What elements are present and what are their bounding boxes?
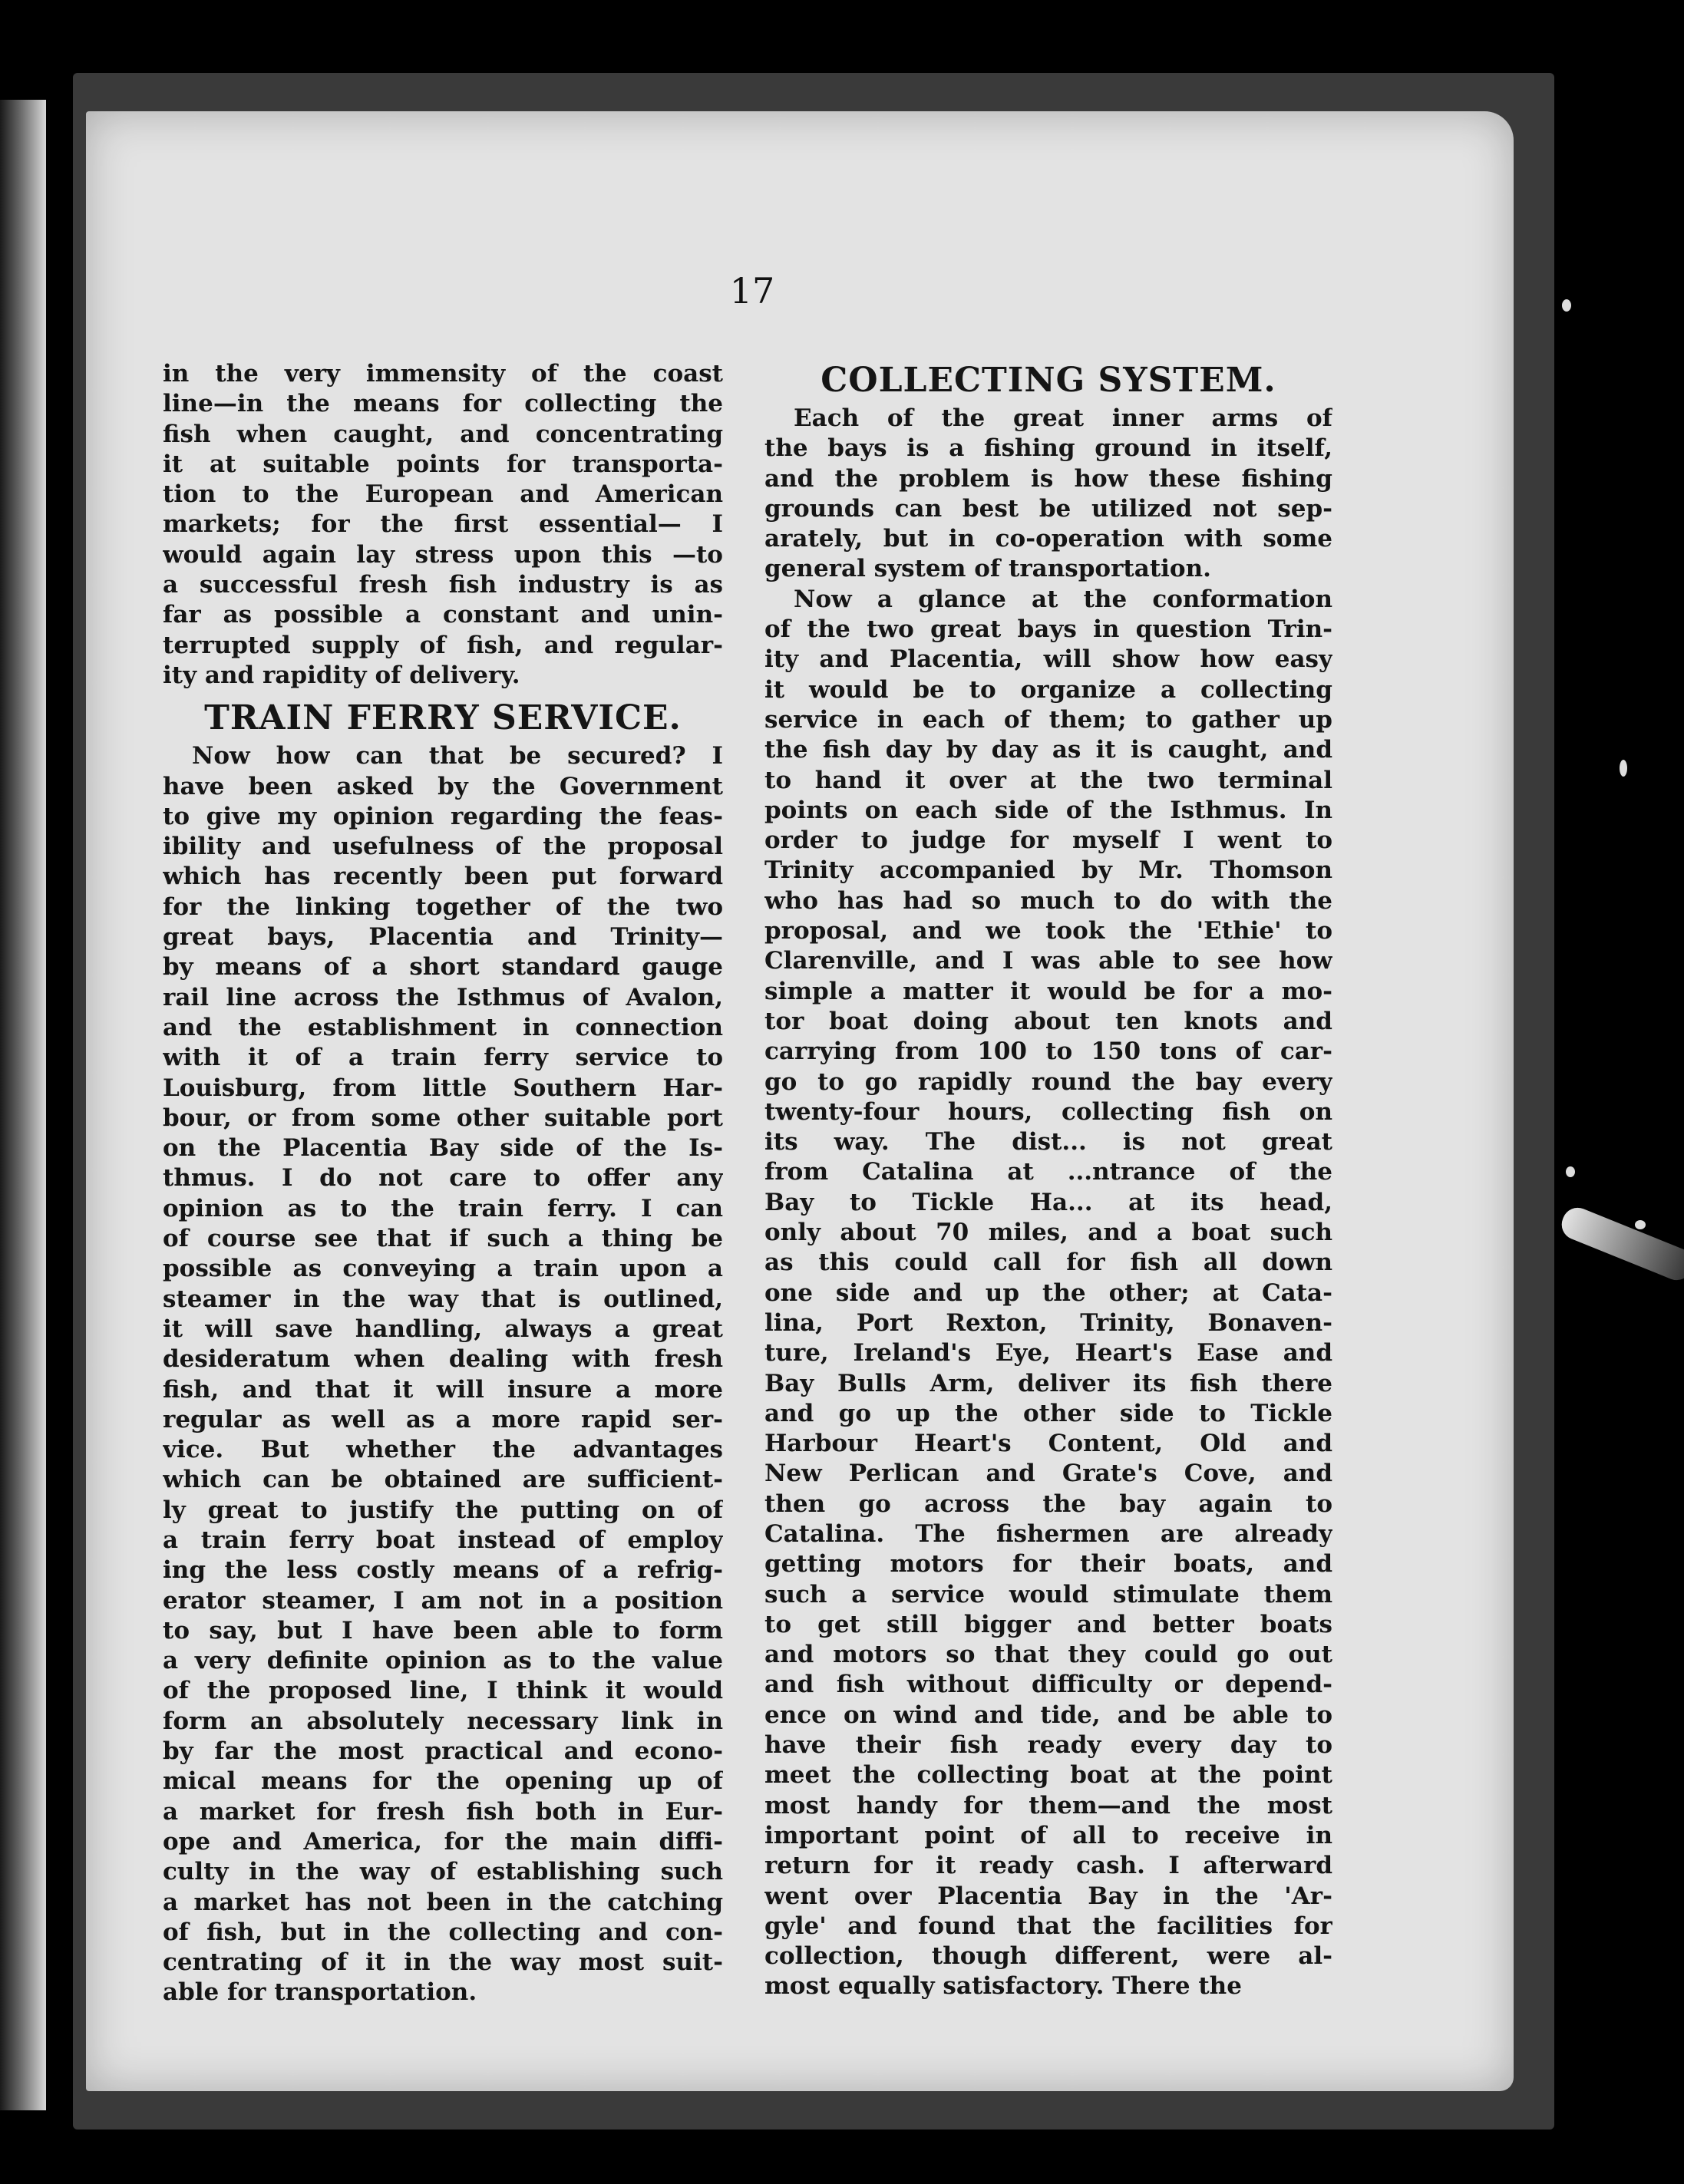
text-line: which has recently been put forward bbox=[163, 863, 723, 891]
text-line: return for it ready cash. I afterward bbox=[764, 1852, 1332, 1880]
text-line: Harbour Heart's Content, Old and bbox=[764, 1430, 1332, 1458]
dust-speck bbox=[1635, 1220, 1646, 1229]
text-line: then go across the bay again to bbox=[764, 1490, 1332, 1518]
text-line: a very definite opinion as to the value bbox=[163, 1647, 723, 1675]
text-line: which can be obtained are sufficient- bbox=[163, 1466, 723, 1494]
text-line: to get still bigger and better boats bbox=[764, 1610, 1332, 1638]
text-line: one side and up the other; at Cata- bbox=[764, 1278, 1332, 1307]
heading-collecting-system: COLLECTING SYSTEM. bbox=[821, 361, 1276, 400]
text-line: as this could call for fish all down bbox=[764, 1249, 1332, 1277]
text-line: lina, Port Rexton, Trinity, Bonaven- bbox=[764, 1308, 1332, 1337]
text-line: Now a glance at the conformation bbox=[794, 585, 1332, 613]
text-line: arately, but in co-operation with some bbox=[764, 525, 1332, 553]
text-line: in the very immensity of the coast bbox=[163, 360, 723, 388]
text-line: tor boat doing about ten knots and bbox=[764, 1007, 1332, 1035]
text-line: went over Placentia Bay in the 'Ar- bbox=[764, 1882, 1332, 1910]
text-line: and fish without difficulty or depend- bbox=[764, 1671, 1332, 1699]
text-line: the bays is a fishing ground in itself, bbox=[764, 434, 1332, 463]
text-line: by far the most practical and econo- bbox=[163, 1737, 723, 1766]
text-line: Catalina. The fishermen are already bbox=[764, 1519, 1332, 1548]
text-line: with it of a train ferry service to bbox=[163, 1044, 723, 1072]
text-line: able for transportation. bbox=[163, 1978, 477, 2007]
text-line: points on each side of the Isthmus. In bbox=[764, 796, 1332, 824]
text-line: New Perlican and Grate's Cove, and bbox=[764, 1460, 1332, 1488]
right-column bbox=[764, 359, 1332, 2002]
text-line: by means of a short standard gauge bbox=[163, 953, 723, 981]
text-line: go to go rapidly round the bay every bbox=[764, 1067, 1332, 1096]
text-line: the fish day by day as it is caught, and bbox=[764, 736, 1332, 764]
page-number: 17 bbox=[729, 270, 775, 312]
text-line: carrying from 100 to 150 tons of car- bbox=[764, 1038, 1332, 1066]
text-line: to say, but I have been able to form bbox=[163, 1616, 723, 1645]
text-line: possible as conveying a train upon a bbox=[163, 1255, 723, 1283]
text-line: a train ferry boat instead of employ bbox=[163, 1526, 723, 1554]
text-line: most handy for them—and the most bbox=[764, 1791, 1332, 1819]
right-paragraph-1 bbox=[764, 404, 1332, 585]
heading-train-ferry-service: TRAIN FERRY SERVICE. bbox=[204, 698, 682, 738]
text-line: such a service would stimulate them bbox=[764, 1580, 1332, 1608]
text-line: regular as well as a more rapid ser- bbox=[163, 1405, 723, 1433]
text-line: opinion as to the train ferry. I can bbox=[163, 1194, 723, 1222]
text-line: would again lay stress upon this —to bbox=[163, 540, 723, 569]
text-line: ope and America, for the main diffi- bbox=[163, 1827, 723, 1856]
text-line: important point of all to receive in bbox=[764, 1821, 1332, 1849]
text-line: only about 70 miles, and a boat such bbox=[764, 1219, 1332, 1247]
text-line: have been asked by the Government bbox=[163, 772, 723, 800]
text-line: and the establishment in connection bbox=[163, 1013, 723, 1041]
text-line: of the proposed line, I think it would bbox=[163, 1677, 723, 1705]
right-paragraph-2 bbox=[764, 585, 1332, 2002]
text-line: of fish, but in the collecting and con- bbox=[163, 1918, 723, 1946]
text-line: getting motors for their boats, and bbox=[764, 1550, 1332, 1579]
text-line: simple a matter it would be for a mo- bbox=[764, 977, 1332, 1005]
text-line: ly great to justify the putting on of bbox=[163, 1496, 723, 1524]
text-line: and motors so that they could go out bbox=[764, 1641, 1332, 1669]
text-line: Bay to Tickle Ha... at its head, bbox=[764, 1188, 1332, 1216]
text-line: general system of transportation. bbox=[764, 555, 1211, 583]
text-line: centrating of it in the way most suit- bbox=[163, 1948, 723, 1977]
text-line: from Catalina at ...ntrance of the bbox=[764, 1158, 1332, 1186]
text-line: terrupted supply of fish, and regular- bbox=[163, 631, 723, 659]
text-line: have their fish ready every day to bbox=[764, 1731, 1332, 1760]
text-line: who has had so much to do with the bbox=[764, 886, 1332, 915]
text-line: far as possible a constant and unin- bbox=[163, 601, 723, 629]
text-line: to hand it over at the two terminal bbox=[764, 766, 1332, 794]
text-line: ence on wind and tide, and be able to bbox=[764, 1701, 1332, 1729]
left-page-edge bbox=[0, 100, 46, 2110]
text-line: fish when caught, and concentrating bbox=[163, 420, 723, 448]
left-column bbox=[163, 359, 723, 2008]
text-line: a successful fresh fish industry is as bbox=[163, 571, 723, 599]
text-line: erator steamer, I am not in a position bbox=[163, 1586, 723, 1615]
text-line: gyle' and found that the facilities for bbox=[764, 1912, 1332, 1940]
text-line: great bays, Placentia and Trinity— bbox=[163, 923, 723, 952]
text-line: line—in the means for collecting the bbox=[163, 390, 723, 418]
text-line: culty in the way of establishing such bbox=[163, 1858, 723, 1886]
text-line: a market has not been in the catching bbox=[163, 1888, 723, 1916]
text-line: it would be to organize a collecting bbox=[764, 675, 1332, 704]
text-line: most equally satisfactory. There the bbox=[764, 1972, 1242, 2001]
text-line: of course see that if such a thing be bbox=[163, 1225, 723, 1253]
text-line: proposal, and we took the 'Ethie' to bbox=[764, 917, 1332, 945]
text-line: mical means for the opening up of bbox=[163, 1767, 723, 1796]
text-line: steamer in the way that is outlined, bbox=[163, 1285, 723, 1313]
text-line: twenty-four hours, collecting fish on bbox=[764, 1097, 1332, 1126]
text-line: ity and rapidity of delivery. bbox=[163, 661, 520, 689]
scan-light-streak bbox=[1557, 1203, 1684, 1285]
text-line: ing the less costly means of a refrig- bbox=[163, 1556, 723, 1585]
text-line: tion to the European and American bbox=[163, 480, 723, 509]
text-line: desideratum when dealing with fresh bbox=[163, 1345, 723, 1374]
text-line: collection, though different, were al- bbox=[764, 1942, 1332, 1971]
text-line: ity and Placentia, will show how easy bbox=[764, 645, 1332, 674]
text-line: Trinity accompanied by Mr. Thomson bbox=[764, 856, 1332, 885]
dust-speck bbox=[1620, 760, 1627, 777]
text-line: bour, or from some other suitable port bbox=[163, 1104, 723, 1132]
text-line: rail line across the Isthmus of Avalon, bbox=[163, 983, 723, 1011]
text-line: of the two great bays in question Trin- bbox=[764, 615, 1332, 644]
text-line: to give my opinion regarding the feas- bbox=[163, 802, 723, 830]
text-line: order to judge for myself I went to bbox=[764, 826, 1332, 855]
text-line: it at suitable points for transporta- bbox=[163, 450, 723, 478]
text-line: form an absolutely necessary link in bbox=[163, 1707, 723, 1735]
text-line: and go up the other side to Tickle bbox=[764, 1399, 1332, 1427]
text-line: markets; for the first essential— I bbox=[163, 510, 723, 539]
dust-speck bbox=[1562, 299, 1571, 312]
text-line: it will save handling, always a great bbox=[163, 1315, 723, 1343]
text-line: ibility and usefulness of the proposal bbox=[163, 833, 723, 861]
text-line: Now how can that be secured? I bbox=[192, 742, 723, 770]
text-line: Louisburg, from little Southern Har- bbox=[163, 1074, 723, 1102]
text-line: for the linking together of the two bbox=[163, 892, 723, 921]
text-line: grounds can best be utilized not sep- bbox=[764, 494, 1332, 523]
text-line: thmus. I do not care to offer any bbox=[163, 1164, 723, 1193]
text-line: meet the collecting boat at the point bbox=[764, 1761, 1332, 1790]
text-line: and the problem is how these fishing bbox=[764, 464, 1332, 493]
text-line: Each of the great inner arms of bbox=[794, 404, 1332, 432]
text-line: service in each of them; to gather up bbox=[764, 705, 1332, 734]
text-line: a market for fresh fish both in Eur- bbox=[163, 1797, 723, 1826]
text-line: Clarenville, and I was able to see how bbox=[764, 947, 1332, 975]
text-line: ture, Ireland's Eye, Heart's Ease and bbox=[764, 1339, 1332, 1367]
text-line: its way. The dist... is not great bbox=[764, 1128, 1332, 1156]
text-line: on the Placentia Bay side of the Is- bbox=[163, 1134, 723, 1163]
text-line: fish, and that it will insure a more bbox=[163, 1375, 723, 1404]
text-line: Bay Bulls Arm, deliver its fish there bbox=[764, 1369, 1332, 1397]
left-paragraph-2 bbox=[163, 741, 723, 2007]
dust-speck bbox=[1566, 1166, 1575, 1177]
text-line: vice. But whether the advantages bbox=[163, 1436, 723, 1464]
left-paragraph-1 bbox=[163, 359, 723, 691]
